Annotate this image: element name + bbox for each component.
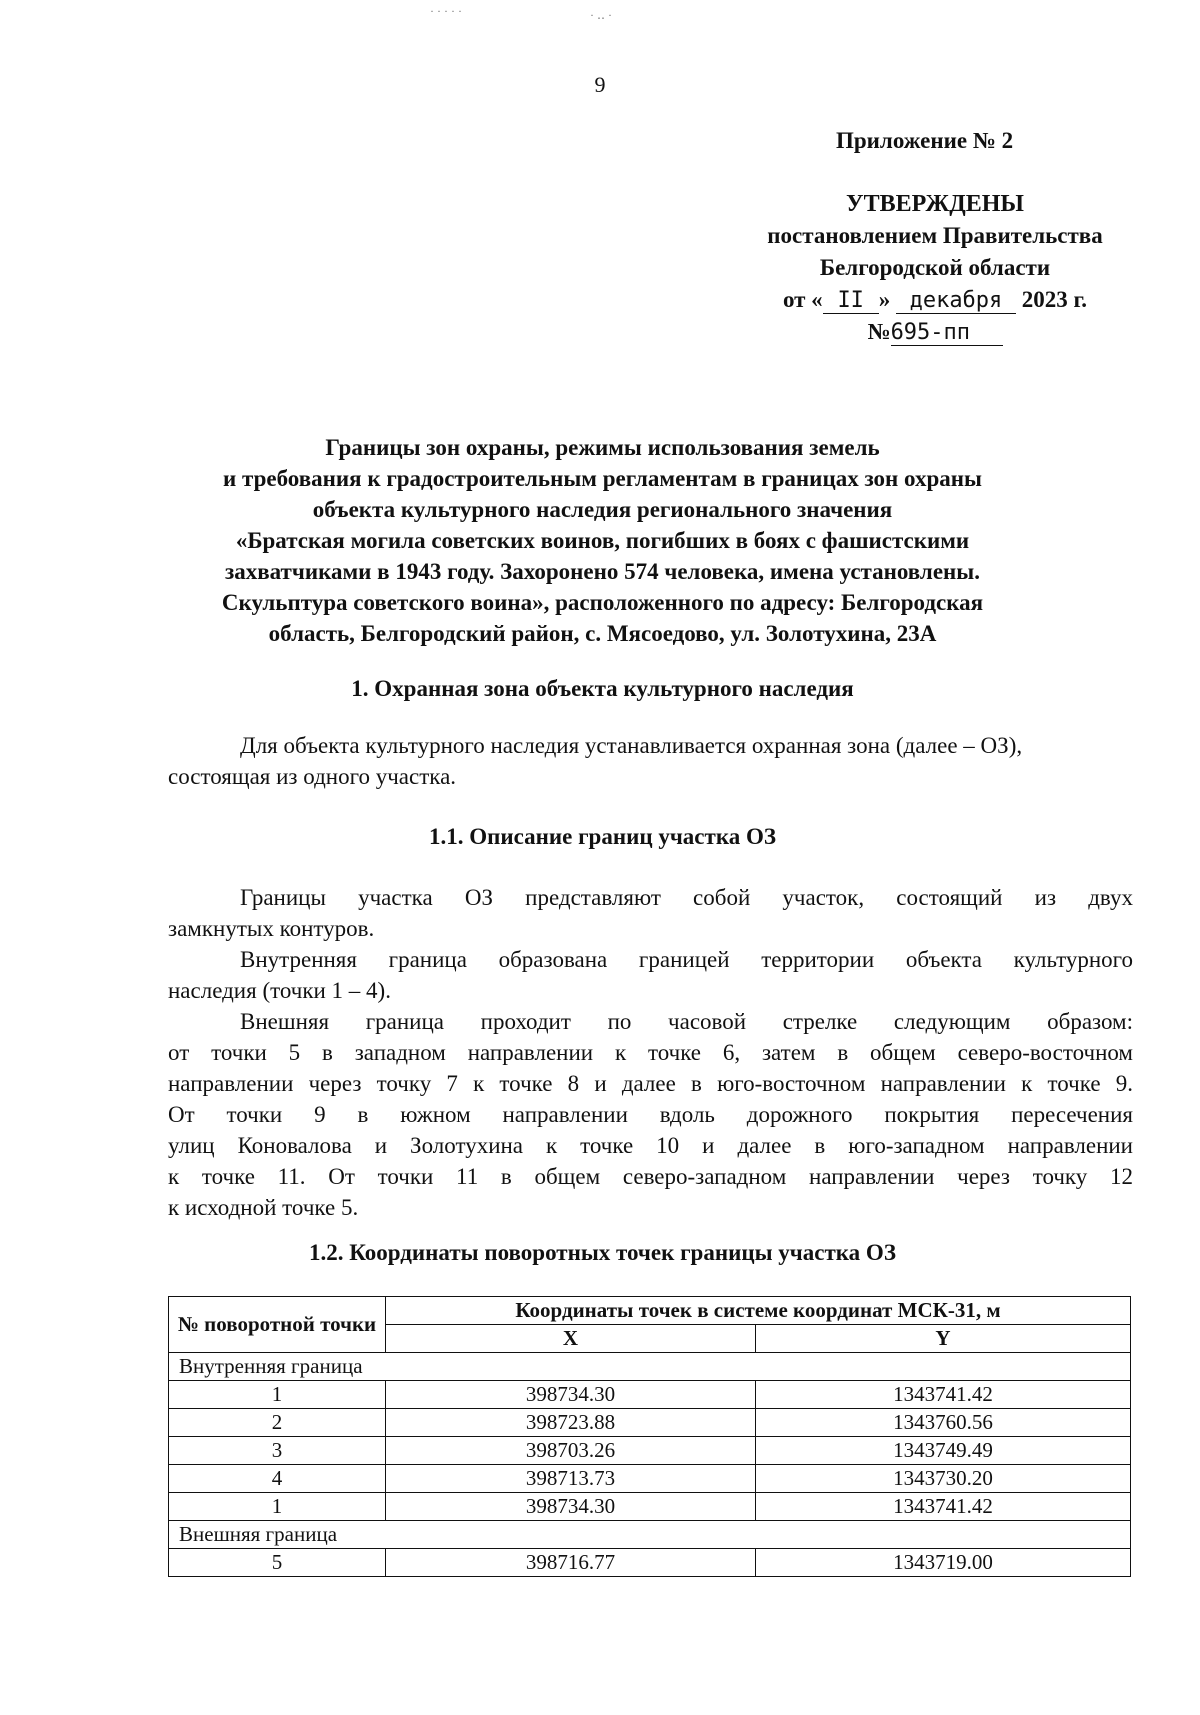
page-number: 9 [594,72,606,97]
paragraph-line: состоящая из одного участка. [168,764,457,789]
approval-block [735,188,1135,348]
date-month: декабря [896,289,1016,314]
paragraph-line: улиц Коновалова и Золотухина к точке 10 и далее в юго-западном направлении [168,1133,1133,1158]
date-day: II [823,289,879,314]
section-1-heading: 1. Охранная зона объекта культурного наследия [351,676,854,701]
paragraph-line: к исходной точке 5. [168,1195,359,1220]
cell-y: 1343730.20 [756,1465,1131,1493]
cell-y: 1343741.42 [756,1493,1131,1521]
paragraph-line: Границы участка ОЗ представляют собой участок, состоящий из двух [240,885,1133,910]
paragraph-line: замкнутых контуров. [168,916,375,941]
number-value: 695-пп [891,321,1003,346]
approval-title: УТВЕРЖДЕНЫ [846,191,1024,217]
approval-line-1: постановлением Правительства [767,223,1103,248]
cell-x: 398734.30 [386,1381,756,1409]
paragraph-line: Для объекта культурного наследия устанавливается охранная зона (далее – ОЗ), [240,733,1023,758]
date-prefix: от « [782,287,823,312]
table-row [169,1409,1131,1437]
approval-number [735,316,1135,348]
paragraph-line: от точки 5 в западном направлении к точке 6, затем в общем северо-восточном [168,1040,1133,1065]
header-y: Y [756,1325,1131,1353]
group-label-inner: Внутренняя граница [169,1353,1131,1381]
date-year: 2023 г. [1021,287,1088,312]
cell-y: 1343741.42 [756,1381,1131,1409]
section-1-1-paragraph-1 [168,882,1133,944]
scan-speck: · · · · · [430,4,462,18]
cell-point: 1 [169,1493,386,1521]
paragraph-line: наследия (точки 1 – 4). [168,978,391,1003]
cell-x: 398713.73 [386,1465,756,1493]
table-row [169,1549,1131,1577]
title-line: область, Белгородский район, с. Мясоедово, ул. Золотухина, 23А [268,621,937,646]
cell-point: 2 [169,1409,386,1437]
approval-line-2: Белгородской области [819,255,1051,280]
cell-y: 1343760.56 [756,1409,1131,1437]
table-row [169,1465,1131,1493]
cell-point: 1 [169,1381,386,1409]
header-x: X [386,1325,756,1353]
paragraph-line: Внутренняя граница образована границей территории объекта культурного [240,947,1133,972]
header-point-number: № поворотной точки [169,1297,386,1353]
cell-point: 5 [169,1549,386,1577]
document-title [140,432,1065,649]
cell-x: 398723.88 [386,1409,756,1437]
table-group-row [169,1521,1131,1549]
table-header-row [169,1297,1131,1325]
appendix-label: Приложение № 2 [836,128,1014,153]
paragraph-line: От точки 9 в южном направлении вдоль дорожного покрытия пересечения [168,1102,1133,1127]
title-line: Скульптура советского воина», расположенного по адресу: Белгородская [221,590,984,615]
paragraph-line: к точке 11. От точки 11 в общем северо-западном направлении через точку 12 [168,1164,1133,1189]
cell-point: 4 [169,1465,386,1493]
date-mid: » [878,287,891,312]
section-1-1-paragraph-3 [168,1006,1133,1223]
cell-x: 398734.30 [386,1493,756,1521]
section-1-1-paragraph-2 [168,944,1133,1006]
section-1-2-heading: 1.2. Координаты поворотных точек границы участка ОЗ [309,1240,896,1265]
number-prefix: № [867,319,891,344]
approval-date [735,284,1135,316]
title-line: и требования к градостроительным регламентам в границах зон охраны [223,466,982,491]
paragraph-line: направлении через точку 7 к точке 8 и далее в юго-восточном направлении к точке 9. [168,1071,1133,1096]
title-line: Границы зон охраны, режимы использования земель [325,435,880,460]
title-line: «Братская могила советских воинов, погибших в боях с фашистскими [235,528,970,553]
scan-speck: · ‥ · [590,8,612,22]
title-line: захватчиками в 1943 году. Захоронено 574 человека, имена установлены. [224,559,980,584]
coordinates-table [168,1296,1131,1577]
cell-y: 1343719.00 [756,1549,1131,1577]
header-coordinates: Координаты точек в системе координат МСК-31, м [386,1297,1131,1325]
cell-point: 3 [169,1437,386,1465]
table-group-row [169,1353,1131,1381]
table-row [169,1381,1131,1409]
table-row [169,1493,1131,1521]
cell-x: 398716.77 [386,1549,756,1577]
table-row [169,1437,1131,1465]
section-1-paragraph [168,730,1133,792]
section-1-1-heading: 1.1. Описание границ участка ОЗ [429,824,776,849]
title-line: объекта культурного наследия регионального значения [312,497,893,522]
cell-y: 1343749.49 [756,1437,1131,1465]
group-label-outer: Внешняя граница [169,1521,1131,1549]
paragraph-line: Внешняя граница проходит по часовой стрелке следующим образом: [240,1009,1133,1034]
cell-x: 398703.26 [386,1437,756,1465]
